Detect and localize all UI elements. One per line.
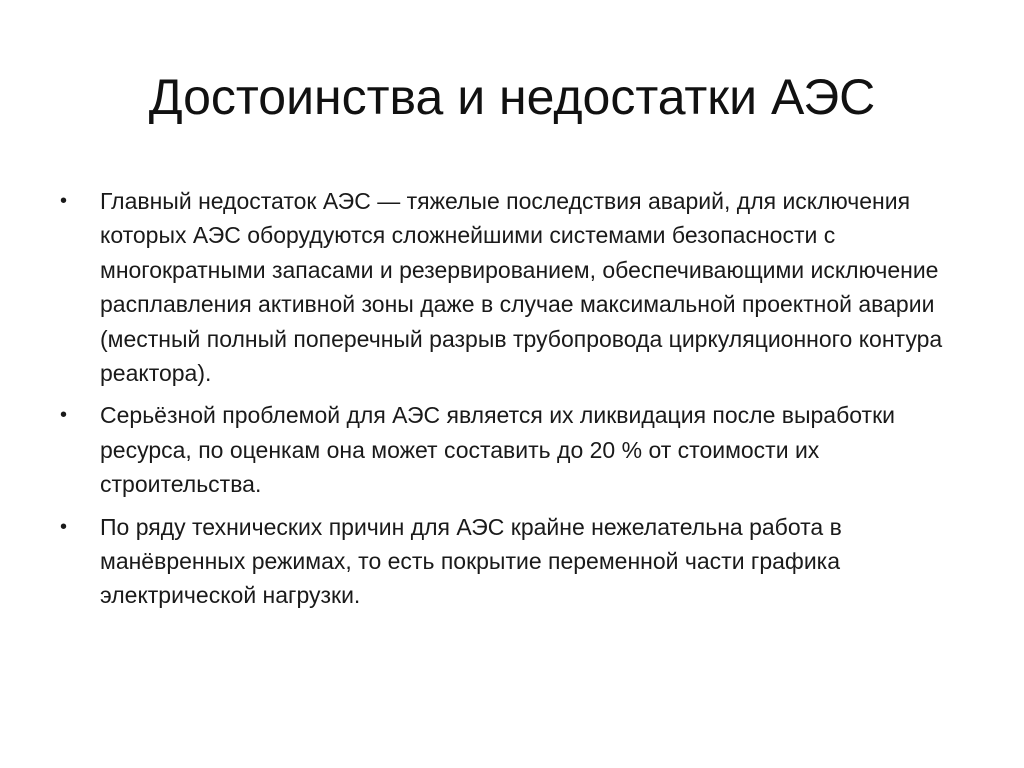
bullet-item-2 <box>56 398 956 501</box>
bullet-dot-icon: • <box>60 515 68 538</box>
slide-title: Достоинства и недостатки АЭС <box>148 69 876 125</box>
bullet-item-3 <box>56 510 956 613</box>
bullet-dot-icon: • <box>60 190 68 212</box>
bullet-text-2: Серьёзной проблемой для АЭС является их ликвидация после выработки ресурса, по оценкам она может составить до 20 % от стоимости их строительства. <box>100 402 895 498</box>
bullet-text-1: Главный недостаток АЭС — тяжелые последствия аварий, для исключения которых АЭС оборудуются сложнейшими системами безопасности с многократными запасами и резервированием, обеспечивающими исключение расплавления активной зоны даже в случае максимальной проектной аварии (местный полный поперечный разрыв трубопровода циркуляционного контура реактора). <box>100 188 943 387</box>
bullet-list <box>56 184 956 621</box>
bullet-text-3: По ряду технических причин для АЭС крайне нежелательна работа в манёвренных режимах, то есть покрытие переменной части графика электрической нагрузки. <box>100 513 842 609</box>
bullet-dot-icon: • <box>60 404 68 427</box>
bullet-item-1 <box>56 184 956 390</box>
